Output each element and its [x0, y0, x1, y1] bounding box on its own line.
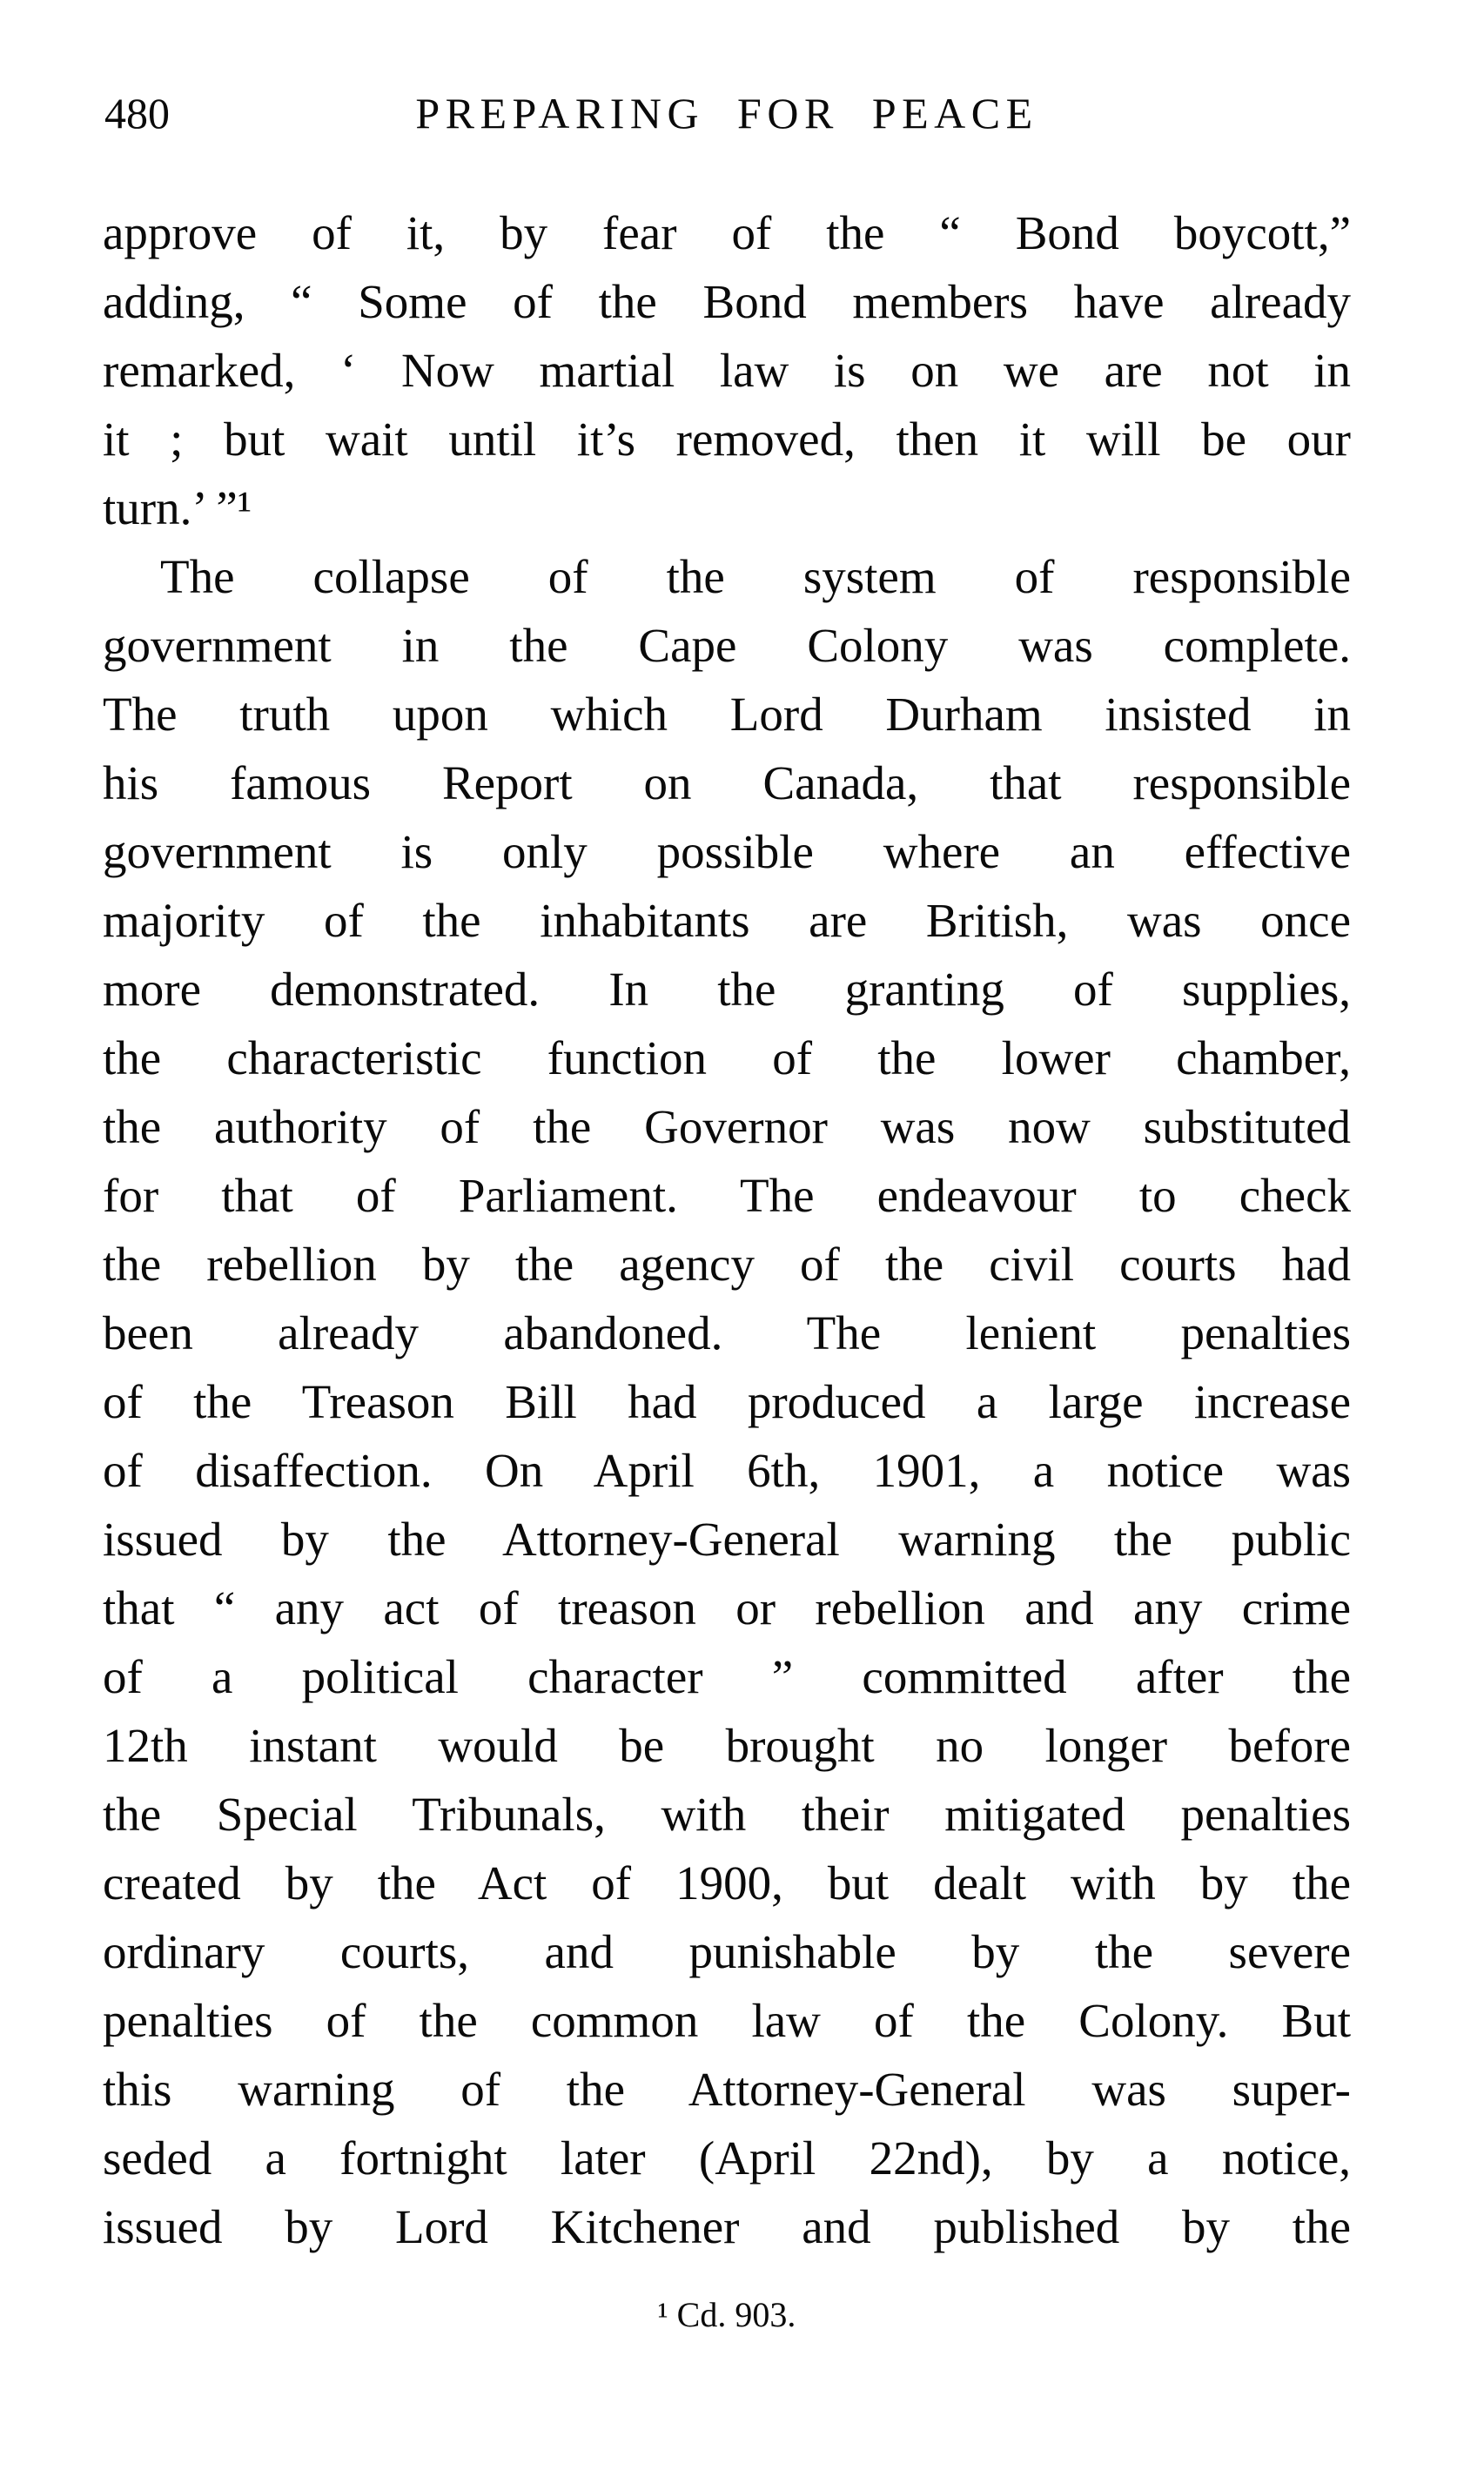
footnote: ¹ Cd. 903.	[657, 2295, 796, 2334]
text-line: the authority of the Governor was now substituted	[103, 1100, 1351, 1153]
text-line: the characteristic function of the lower chamber,	[103, 1031, 1351, 1084]
text-line: issued by the Attorney-General warning the public	[103, 1513, 1351, 1566]
page-header	[103, 83, 1351, 144]
text-line: the Special Tribunals, with their mitigated penalties	[103, 1788, 1351, 1841]
text-line: issued by Lord Kitchener and published by the	[103, 2200, 1351, 2253]
text-line: that “ any act of treason or rebellion and any crime	[103, 1581, 1351, 1634]
text-line: the rebellion by the agency of the civil courts had	[103, 1238, 1351, 1291]
page-number: 480	[104, 89, 170, 138]
body-text	[103, 198, 1351, 2261]
text-line: remarked, ‘ Now martial law is on we are not in	[103, 344, 1351, 397]
text-line: of disaffection. On April 6th, 1901, a notice was	[103, 1444, 1351, 1497]
text-line: government is only possible where an effective	[103, 825, 1351, 878]
text-line: been already abandoned. The lenient penalties	[103, 1306, 1351, 1359]
text-block	[103, 83, 1351, 2341]
text-line: seded a fortnight later (April 22nd), by a notice,	[103, 2131, 1351, 2185]
text-line: The collapse of the system of responsible	[160, 550, 1351, 603]
text-line: turn.’ ”¹	[103, 481, 252, 534]
text-line: this warning of the Attorney-General was super-	[103, 2063, 1351, 2116]
text-line: adding, “ Some of the Bond members have already	[103, 275, 1351, 328]
text-line: for that of Parliament. The endeavour to check	[103, 1169, 1351, 1222]
text-line: The truth upon which Lord Durham insisted in	[103, 688, 1351, 741]
text-line: majority of the inhabitants are British, was once	[103, 894, 1351, 947]
text-line: ordinary courts, and punishable by the severe	[103, 1925, 1351, 1978]
text-line: of a political character ” committed after the	[103, 1650, 1351, 1703]
text-line: more demonstrated. In the granting of supplies,	[103, 963, 1351, 1016]
text-line: penalties of the common law of the Colony. But	[103, 1994, 1351, 2047]
text-line: government in the Cape Colony was complete.	[103, 619, 1351, 672]
text-line: it ; but wait until it’s removed, then it will be our	[103, 413, 1351, 466]
text-line: his famous Report on Canada, that responsible	[103, 756, 1351, 809]
text-line: 12th instant would be brought no longer before	[103, 1719, 1351, 1772]
running-title: PREPARING FOR PEACE	[415, 89, 1038, 138]
text-line: approve of it, by fear of the “ Bond boycott,”	[103, 206, 1351, 259]
text-line: of the Treason Bill had produced a large increase	[103, 1375, 1351, 1428]
text-line: created by the Act of 1900, but dealt with by the	[103, 1856, 1351, 1910]
